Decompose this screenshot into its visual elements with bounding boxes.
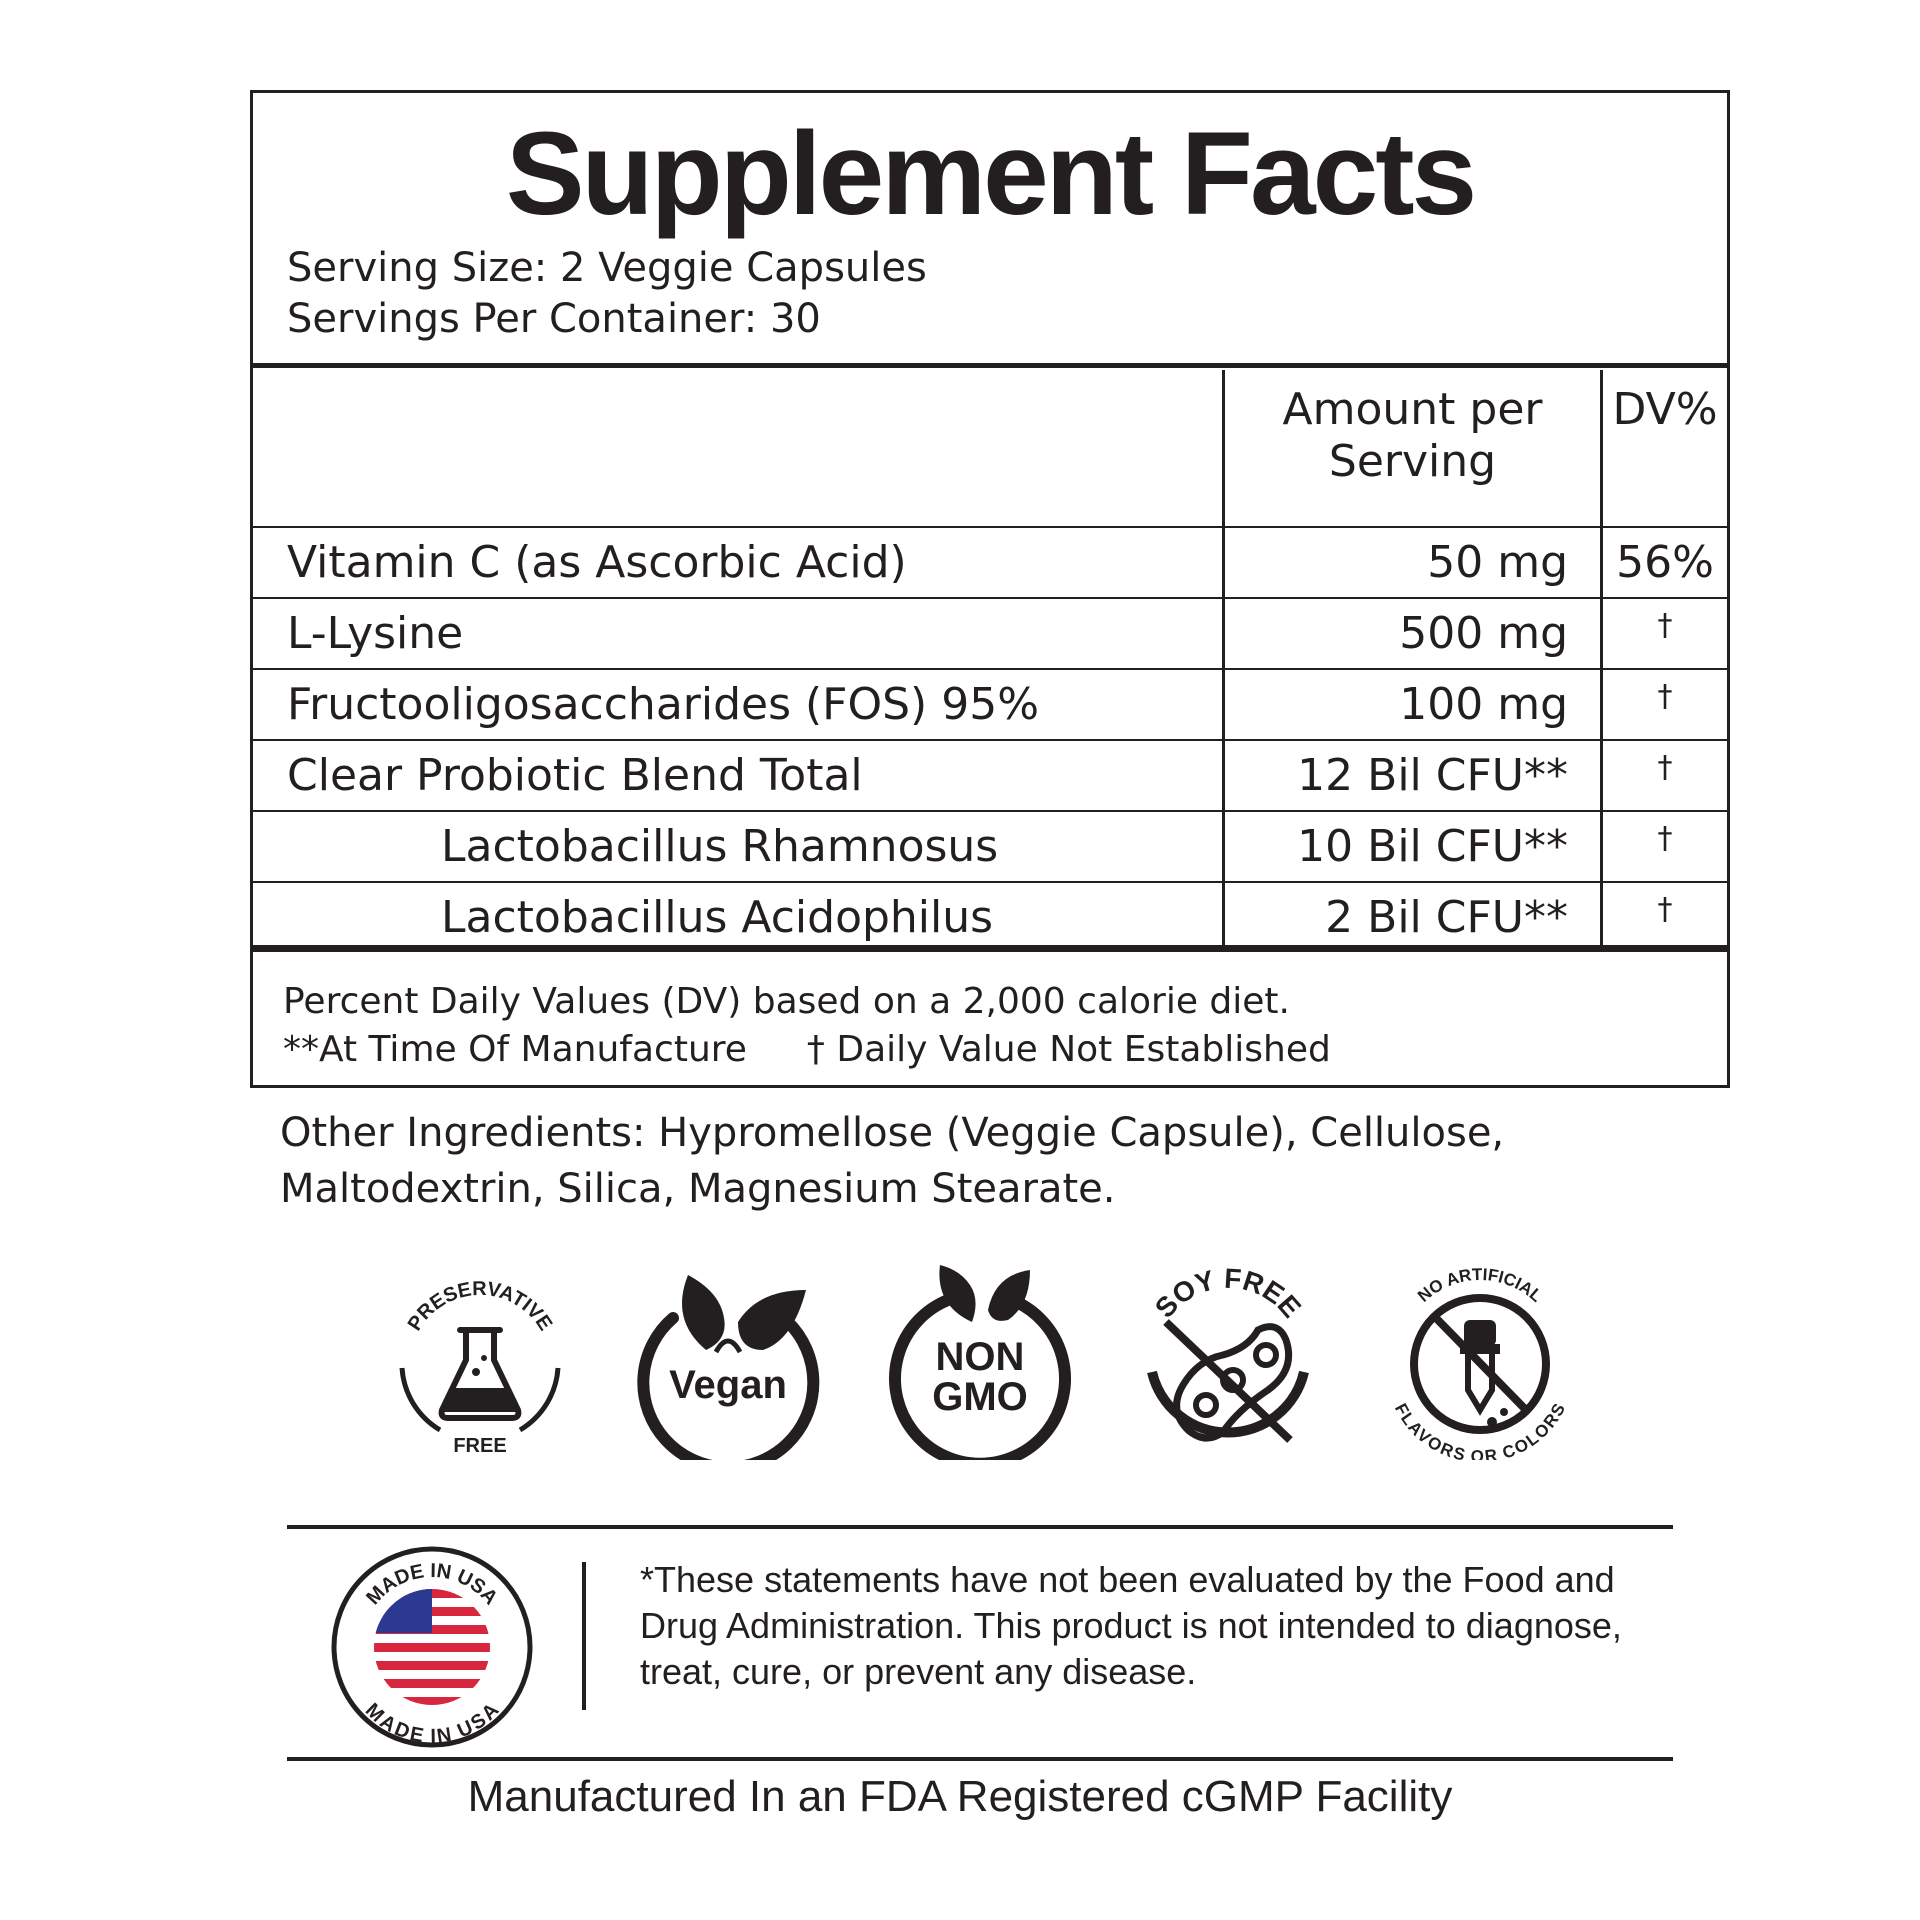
usa-flag-icon: [370, 1585, 500, 1715]
ingredient-dv-cell: [1602, 669, 1728, 740]
svg-text:MADE IN USA: [361, 1699, 504, 1748]
section-divider: [287, 1525, 1673, 1529]
table-row: [253, 811, 1727, 882]
ingredient-name: Lactobacillus Acidophilus: [441, 892, 994, 943]
flag-stripe: [370, 1697, 500, 1706]
ingredient-dv-cell: [1602, 882, 1728, 952]
footnote-line: [283, 1026, 1331, 1074]
table-row: [253, 740, 1727, 811]
badge-text: Vegan: [669, 1363, 787, 1407]
badge-text: FLAVORS OR COLORS: [1390, 1400, 1570, 1460]
ingredient-amount: 10 Bil CFU**: [1224, 811, 1602, 882]
ingredient-dv: †: [1657, 821, 1673, 856]
footnotes: [283, 978, 1331, 1074]
badge-row: [380, 1260, 1580, 1480]
table-row: [253, 882, 1727, 952]
badge-text: FREE: [453, 1435, 507, 1457]
manufactured-statement: Manufactured In an FDA Registered cGMP Facility: [467, 1772, 1453, 1821]
flag-stripe: [370, 1679, 500, 1688]
facts-title: Supplement Facts: [505, 108, 1475, 240]
ingredient-dv: †: [1657, 608, 1673, 643]
no-artificial-icon: [1380, 1260, 1580, 1460]
header-dv: DV%: [1602, 370, 1728, 527]
ingredient-dv: †: [1657, 679, 1673, 714]
ingredient-dv: †: [1657, 750, 1673, 785]
made-in-usa-seal-icon: [330, 1545, 535, 1750]
svg-text:PRESERVATIVE: [404, 1278, 556, 1335]
ingredient-name: Lactobacillus Rhamnosus: [253, 811, 1224, 882]
supplement-facts-panel: [250, 90, 1730, 1088]
seal-text: MADE IN USA: [362, 1559, 502, 1610]
ingredient-name: Vitamin C (as Ascorbic Acid): [253, 527, 1224, 598]
table-row: [253, 598, 1727, 669]
servings-per-container: Servings Per Container: 30: [287, 296, 821, 342]
badge-text: SOY FREE: [1148, 1262, 1308, 1324]
table-row: [253, 669, 1727, 740]
other-ingredients: Other Ingredients: Hypromellose (Veggie Capsule), Cellulose, Maltodextrin, Silica, Magnesium Stearate.: [280, 1110, 1505, 1212]
ingredient-dv: †: [1657, 892, 1673, 927]
section-divider: [287, 1757, 1673, 1761]
header-amount: Amount per Serving: [1224, 370, 1602, 527]
flag-stripe: [370, 1661, 500, 1670]
non-gmo-icon: [880, 1260, 1080, 1460]
table-row: [253, 527, 1727, 598]
vertical-divider: [582, 1562, 586, 1710]
vegan-icon: [628, 1260, 828, 1460]
badge-text: NO ARTIFICIAL: [1414, 1264, 1546, 1306]
preservative-free-icon: [380, 1260, 580, 1460]
ingredient-dv-cell: [1602, 740, 1728, 811]
ingredient-name: L-Lysine: [253, 598, 1224, 669]
badge-text: NON: [935, 1335, 1025, 1379]
ingredient-dv-cell: [1602, 598, 1728, 669]
ingredient-amount: 500 mg: [1224, 598, 1602, 669]
ingredient-amount: 12 Bil CFU**: [1224, 740, 1602, 811]
serving-size: Serving Size: 2 Veggie Capsules: [287, 245, 927, 291]
footnote-dv: Percent Daily Values (DV) based on a 2,000 calorie diet.: [283, 981, 1290, 1022]
divider-rule: [253, 363, 1727, 368]
svg-text:SOY FREE: [1149, 1263, 1307, 1324]
header-blank: [253, 370, 1224, 527]
ingredient-name: Fructooligosaccharides (FOS) 95%: [253, 669, 1224, 740]
flag-stripe: [370, 1643, 500, 1652]
footnote-manufacture: **At Time Of Manufacture: [283, 1029, 747, 1070]
badge-text: GMO: [932, 1375, 1028, 1419]
badge-text: PRESERVATIVE: [403, 1277, 557, 1335]
ingredient-amount: 50 mg: [1224, 527, 1602, 598]
ingredient-name: Clear Probiotic Blend Total: [253, 740, 1224, 811]
fda-disclaimer: *These statements have not been evaluated by the Food and Drug Administration. This product is not intended to diagnose, treat, cure, or prevent any disease.: [640, 1559, 1622, 1692]
ingredient-amount: 2 Bil CFU**: [1224, 882, 1602, 952]
footnote-dagger: † Daily Value Not Established: [806, 1029, 1331, 1070]
serving-info: [287, 243, 927, 345]
ingredient-dv: 56%: [1602, 527, 1728, 598]
soy-free-icon: [1128, 1260, 1328, 1460]
ingredient-amount: 100 mg: [1224, 669, 1602, 740]
ingredient-dv-cell: [1602, 811, 1728, 882]
table-header-row: [253, 370, 1727, 527]
facts-table: [253, 370, 1727, 952]
divider-rule: [253, 945, 1727, 952]
seal-text: MADE IN USA: [360, 1699, 504, 1748]
